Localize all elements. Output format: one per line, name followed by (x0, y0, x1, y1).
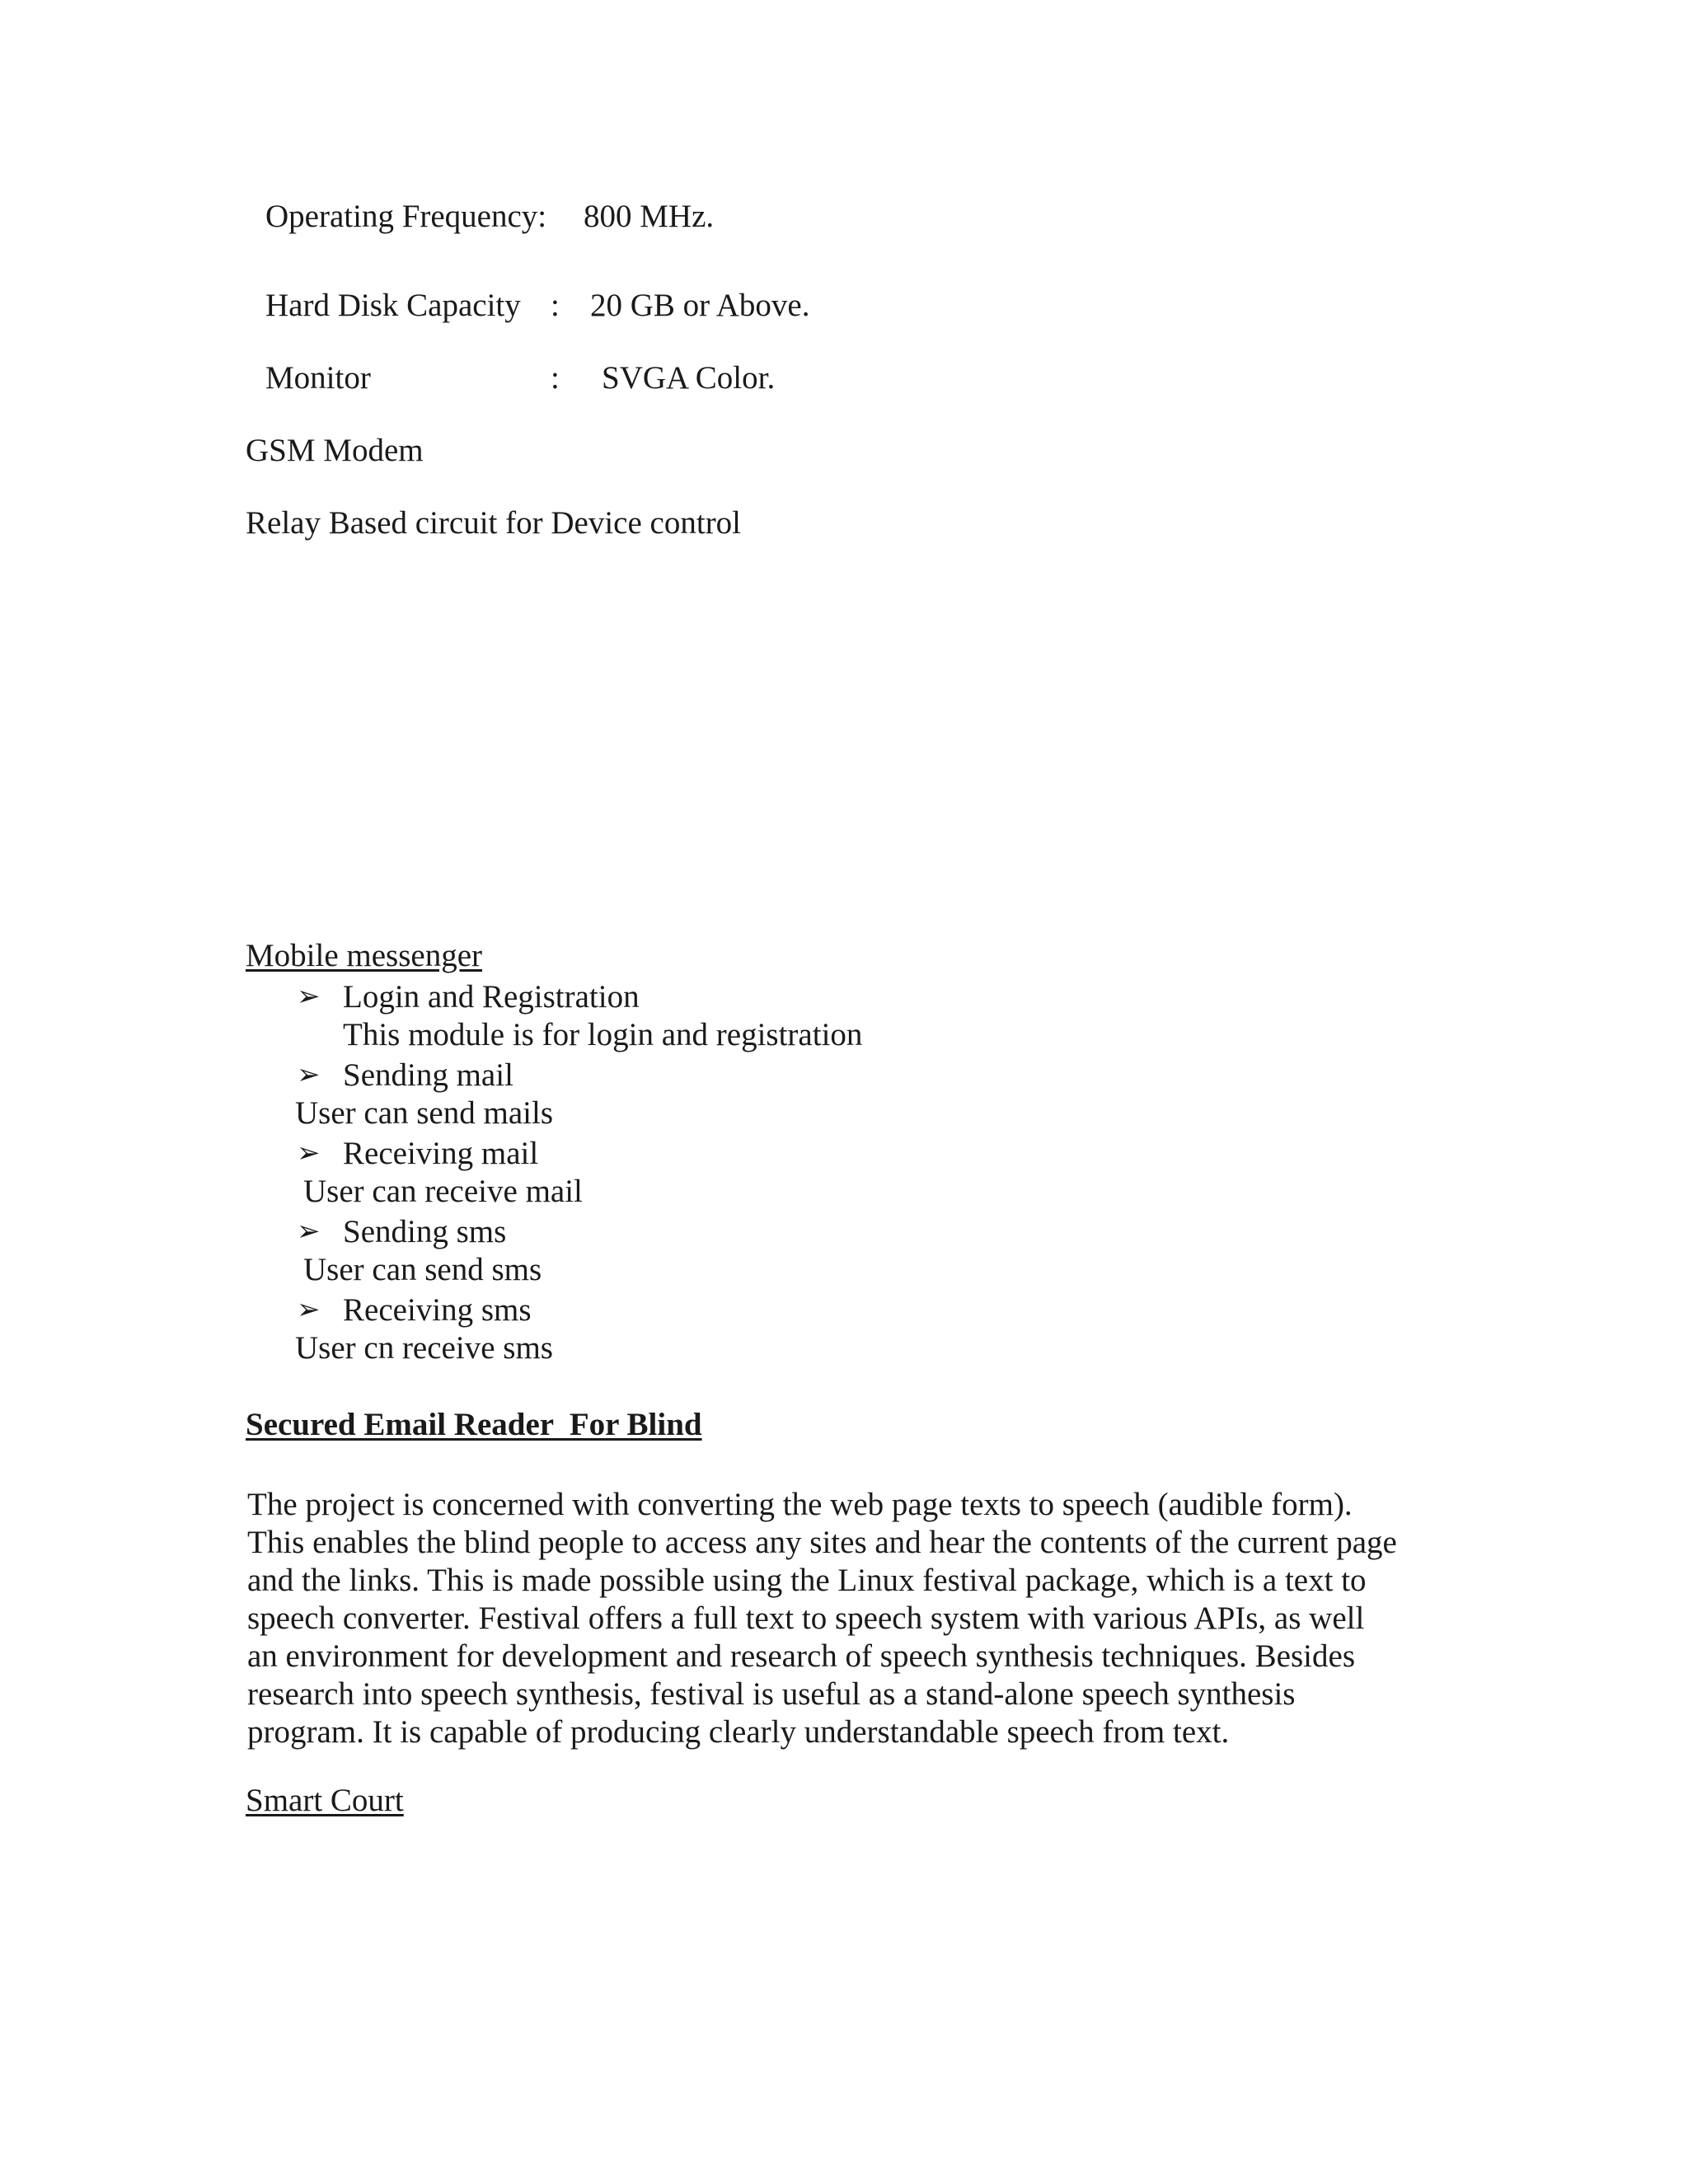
spec-label: Hard Disk Capacity (265, 288, 521, 323)
spec-label: Operating Frequency: (265, 199, 547, 234)
email-reader-heading: Secured Email Reader For Blind (246, 1407, 702, 1442)
module-name: Login and Registration (343, 979, 640, 1015)
spec-value: SVGA Color. (602, 360, 776, 396)
paragraph-line: and the links. This is made possible using the Linux festival package, which is a text to (247, 1563, 1367, 1598)
gsm-modem-line: GSM Modem (246, 433, 424, 468)
spec-value: 800 MHz. (584, 199, 715, 234)
module-desc: User can send mails (295, 1095, 553, 1131)
smart-court-heading: Smart Court (246, 1783, 404, 1818)
spec-value: 20 GB or Above. (590, 288, 810, 323)
module-desc: User cn receive sms (295, 1330, 553, 1366)
module-desc: This module is for login and registration (343, 1017, 863, 1052)
email-reader-paragraph (247, 1486, 1451, 1751)
bullet-arrow-icon: ➢ (297, 1216, 321, 1247)
mobile-messenger-heading: Mobile messenger (246, 938, 483, 973)
bullet-arrow-icon: ➢ (297, 982, 321, 1012)
module-desc: User can send sms (303, 1252, 542, 1287)
module-name: Receiving mail (343, 1136, 539, 1171)
paragraph-line: This enables the blind people to access any sites and hear the contents of the current page (247, 1525, 1397, 1560)
module-name: Sending sms (343, 1214, 507, 1249)
spec-colon: : (551, 288, 560, 323)
spec-colon: : (551, 360, 560, 396)
spec-label: Monitor (265, 360, 371, 396)
paragraph-line: The project is concerned with converting the web page texts to speech (audible form). (247, 1487, 1353, 1522)
paragraph-line: speech converter. Festival offers a full text to speech system with various APIs, as well (247, 1601, 1365, 1636)
bullet-arrow-icon: ➢ (297, 1060, 321, 1090)
paragraph-line: program. It is capable of producing clearly understandable speech from text. (247, 1714, 1230, 1750)
paragraph-line: an environment for development and research of speech synthesis techniques. Besides (247, 1638, 1355, 1674)
module-desc: User can receive mail (303, 1174, 583, 1209)
module-name: Receiving sms (343, 1292, 532, 1328)
paragraph-line: research into speech synthesis, festival is useful as a stand-alone speech synthesis (247, 1676, 1296, 1712)
bullet-arrow-icon: ➢ (297, 1295, 321, 1325)
module-name: Sending mail (343, 1057, 513, 1093)
bullet-arrow-icon: ➢ (297, 1138, 321, 1169)
relay-circuit-line: Relay Based circuit for Device control (246, 505, 742, 541)
